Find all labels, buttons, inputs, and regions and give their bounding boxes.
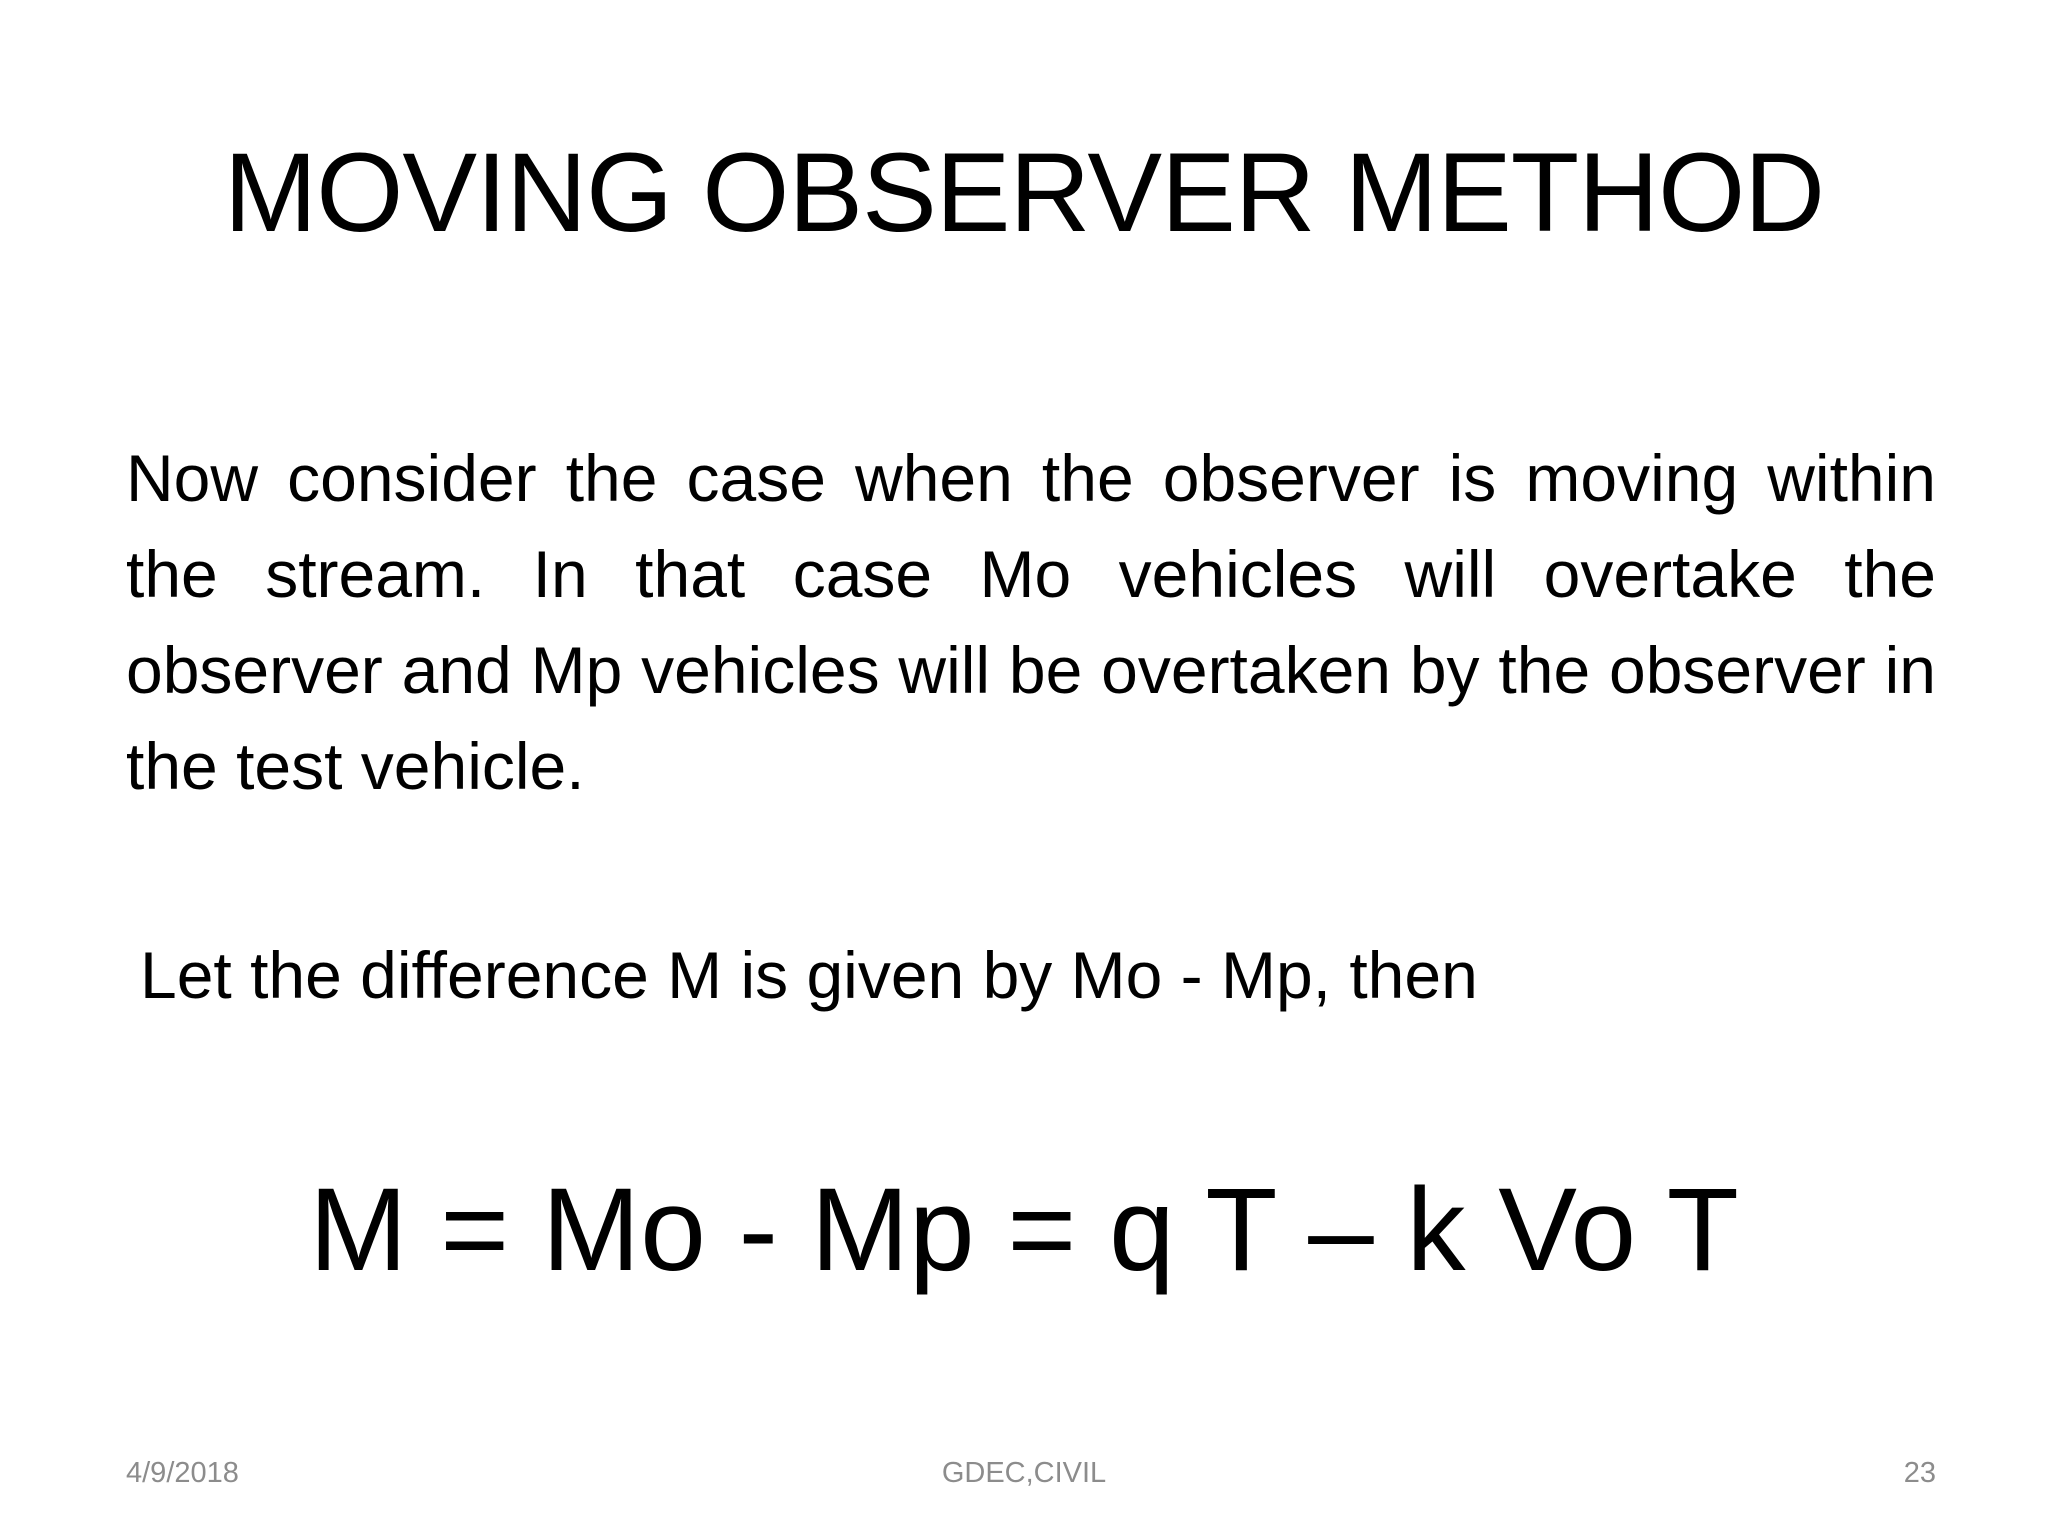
formula-intro-text: Let the difference M is given by Mo - Mp, then [140,938,1478,1012]
footer-center-text: GDEC,CIVIL [941,1457,1107,1489]
formula: M = Mo - Mp = q T – k Vo T [309,1164,1739,1296]
body-paragraph: Now consider the case when the observer is moving within the stream. In that case Mo vehicles will overtake the observer and Mp vehicles will be overtaken by the observer in the test vehicle. [126,441,1936,803]
footer-date: 4/9/2018 [126,1457,239,1489]
page-number: 23 [1903,1457,1936,1489]
slide-title: MOVING OBSERVER METHOD [223,130,1825,255]
